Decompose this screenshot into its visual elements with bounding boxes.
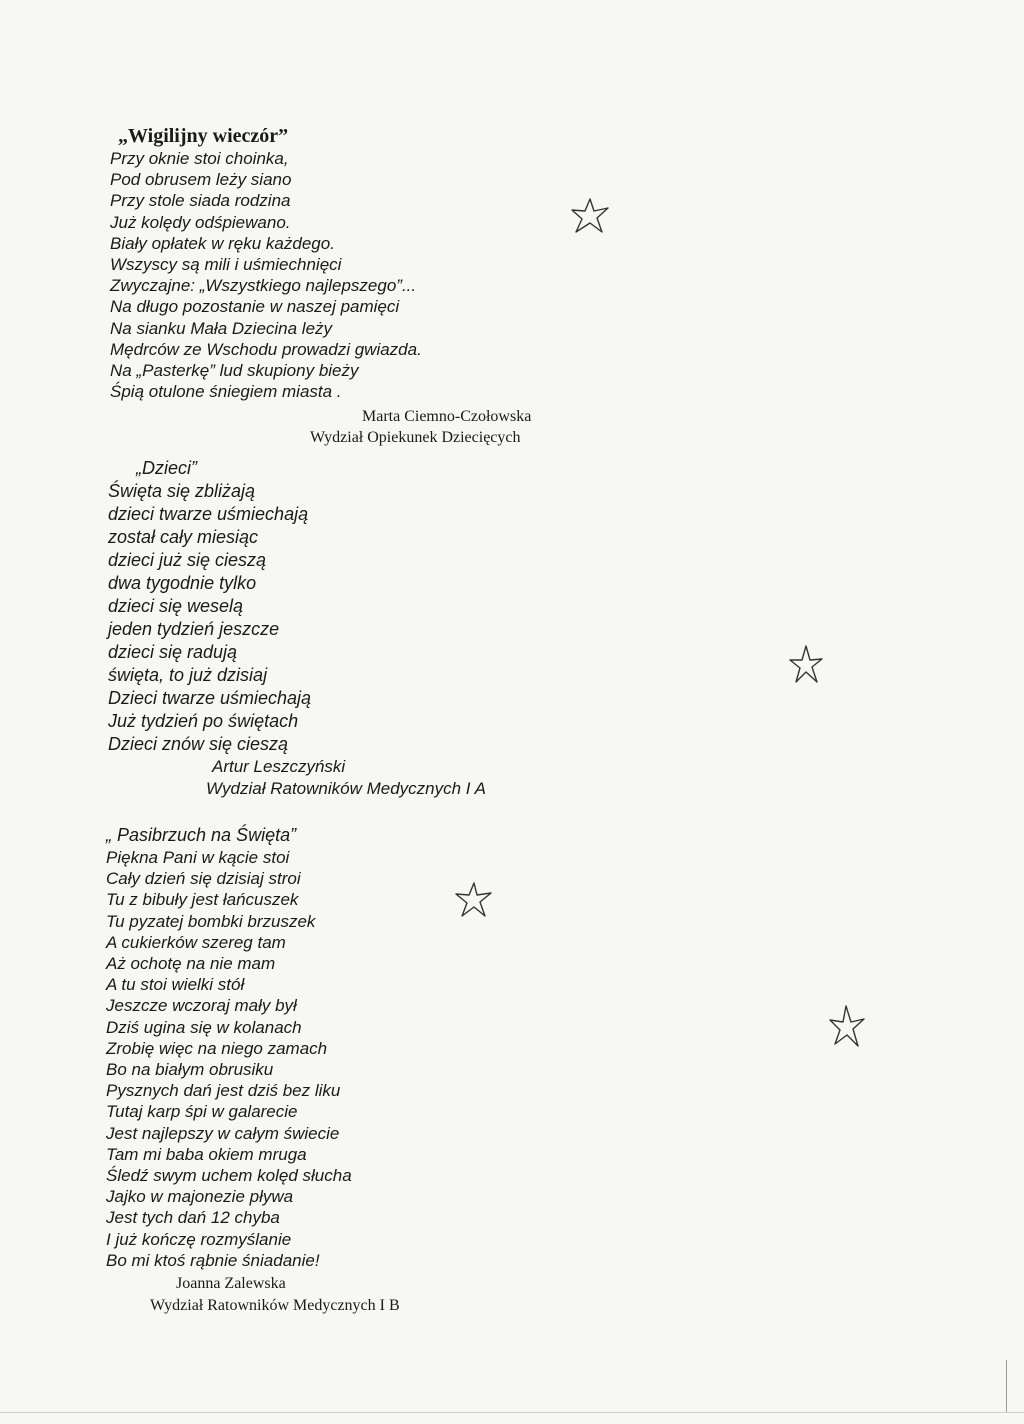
poem-line: święta, to już dzisiaj [108,665,268,685]
poem-line: Tutaj karp śpi w galarecie [106,1102,298,1122]
poem-pasibrzuch-na-swieta [106,823,352,1271]
poem-dzieci [108,456,486,800]
poem-line: Jest najlepszy w całym świecie [106,1123,340,1143]
poem-line: Już kolędy odśpiewano. [110,212,291,232]
star-doodle-icon [826,1002,868,1050]
poem-line: Zwyczajne: „Wszystkiego najlepszego”... [110,276,417,296]
poem-author: Artur Leszczyński [212,757,346,776]
poem-wigilijny-wieczor [110,124,422,402]
poem-line: Aż ochotę na nie mam [106,954,276,974]
poem-line: Pysznych dań jest dziś bez liku [106,1081,341,1101]
poem-line: dzieci się radują [108,642,238,662]
poem-line: Piękna Pani w kącie stoi [106,848,290,867]
poem-author: Marta Ciemno-Czołowska [362,408,532,425]
poem-line: dwa tygodnie tylko [108,573,257,593]
scan-edge-right [1006,1360,1007,1412]
poem-line: Jajko w majonezie pływa [106,1187,294,1207]
poem-line: Zrobię więc na niego zamach [106,1038,328,1058]
poem-line: Cały dzień się dzisiaj stroi [106,869,301,889]
poem-line: Tu pyzatej bombki brzuszek [106,911,316,931]
poem-line: Już tydzień po świętach [108,711,299,731]
poem-author: Joanna Zalewska [176,1275,286,1292]
poem-line: Na długo pozostanie w naszej pamięci [110,297,400,317]
poem-line: dzieci twarze uśmiechają [108,504,309,524]
poem-line: został cały miesiąc [108,527,259,547]
poem-line: Wszyscy są mili i uśmiechnięci [110,255,342,275]
poem-line: Dziś ugina się w kolanach [106,1017,302,1037]
poem-line: Jest tych dań 12 chyba [106,1208,280,1228]
poem-department: Wydział Ratowników Medycznych I A [206,779,486,798]
poem-line: Pod obrusem leży siano [110,170,292,190]
poem-line: Bo mi ktoś rąbnie śniadanie! [106,1250,320,1270]
poem-department: Wydział Opiekunek Dziecięcych [310,429,521,446]
poem-line: Tam mi baba okiem mruga [106,1144,307,1164]
poem-line: Śpią otulone śniegiem miasta . [110,382,342,402]
poem-title: „Dzieci” [136,458,197,478]
poem-line: Tu z bibuły jest łańcuszek [106,890,299,910]
poem-line: Na sianku Mała Dziecina leży [110,318,333,338]
star-doodle-icon [566,196,614,236]
poem-line: jeden tydzień jeszcze [108,619,280,639]
star-doodle-icon [452,880,496,920]
poem-line: Na „Pasterkę” lud skupiony bieży [110,361,359,381]
poem-line: Śledź swym uchem kolęd słucha [106,1166,352,1186]
star-doodle-icon [784,642,828,686]
poem-line: Jeszcze wczoraj mały był [106,996,297,1016]
poem-line: Święta się zbliżają [108,481,256,501]
poem-line: Przy oknie stoi choinka, [110,149,289,168]
poem-line: Biały opłatek w ręku każdego. [110,233,335,253]
poem-title: „ Pasibrzuch na Święta” [106,825,297,845]
poem-line: A cukierków szereg tam [106,932,286,952]
poem-line: Bo na białym obrusiku [106,1060,274,1080]
poem-line: Dzieci twarze uśmiechają [108,688,312,708]
poem-line: Mędrców ze Wschodu prowadzi gwiazda. [110,339,422,359]
poem-line: I już kończę rozmyślanie [106,1229,292,1249]
poem-title: „Wigilijny wieczór” [118,125,289,147]
scan-edge-bottom [0,1412,1024,1413]
poem-line: A tu stoi wielki stół [106,975,245,995]
poem-line: dzieci się weselą [108,596,244,616]
poem-line: dzieci już się cieszą [108,550,267,570]
poem-line: Przy stole siada rodzina [110,191,291,211]
poem-department: Wydział Ratowników Medycznych I B [150,1297,400,1314]
poem-line: Dzieci znów się cieszą [108,734,289,754]
